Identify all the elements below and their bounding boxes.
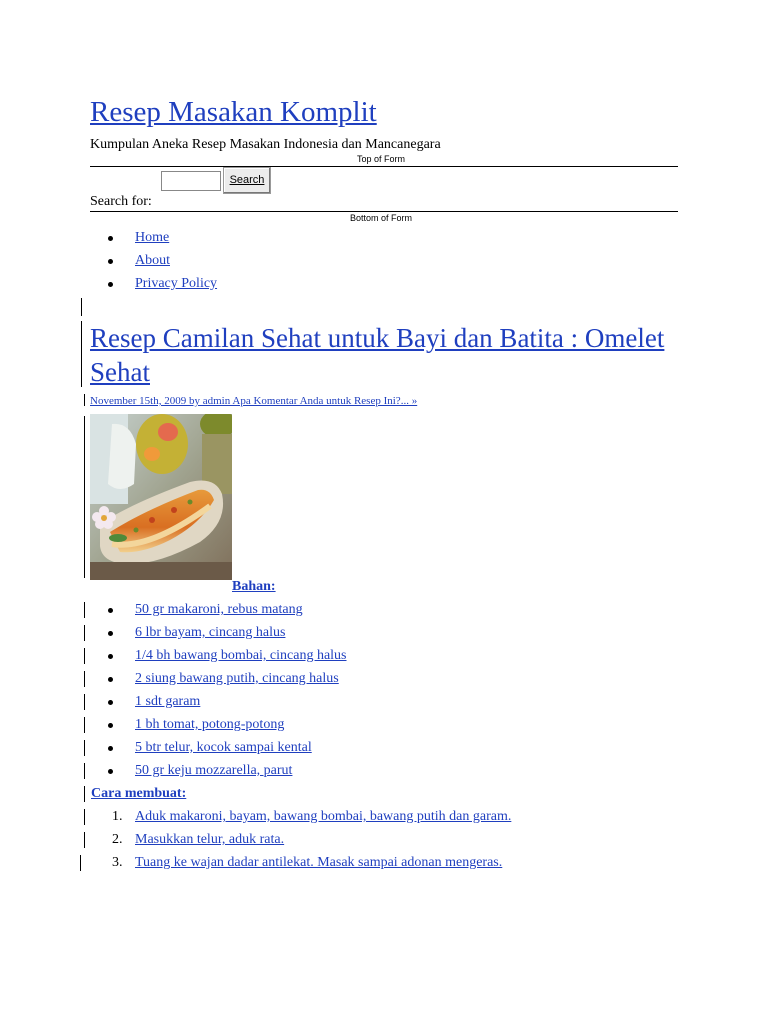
text-cursor-mark — [84, 602, 85, 618]
bullet-icon — [108, 608, 113, 613]
bullet-icon — [108, 259, 113, 264]
post-title-link[interactable]: Resep Camilan Sehat untuk Bayi dan Batita : Omelet Sehat — [90, 323, 665, 387]
step-link[interactable]: Tuang ke wajan dadar antilekat. Masak sampai adonan mengeras. — [135, 855, 503, 870]
text-cursor-mark — [84, 671, 85, 687]
bullet-icon — [108, 236, 113, 241]
text-cursor-mark — [84, 625, 85, 641]
bullet-icon — [108, 700, 113, 705]
form-top-divider — [90, 166, 678, 167]
bullet-icon — [108, 677, 113, 682]
bullet-icon — [108, 631, 113, 636]
text-cursor-mark — [84, 763, 85, 779]
ingredient-link[interactable]: 1 sdt garam — [135, 694, 201, 709]
search-label: Search for: — [90, 194, 152, 209]
nav-link-home[interactable]: Home — [135, 230, 170, 245]
form-bottom-divider — [90, 211, 678, 212]
site-tagline: Kumpulan Aneka Resep Masakan Indonesia dan Mancanegara — [90, 137, 441, 152]
ingredients-heading: Bahan: — [232, 579, 276, 594]
ingredient-link[interactable]: 50 gr makaroni, rebus matang — [135, 602, 303, 617]
step-link[interactable]: Aduk makaroni, bayam, bawang bombai, bawang putih dan garam. — [135, 809, 512, 824]
search-button-label: Search — [229, 174, 265, 186]
ingredient-link[interactable]: 5 btr telur, kocok sampai kental — [135, 740, 312, 755]
ingredient-link[interactable]: 1/4 bh bawang bombai, cincang halus — [135, 648, 347, 663]
ingredient-link[interactable]: 2 siung bawang putih, cincang halus — [135, 671, 339, 686]
text-cursor-mark — [84, 786, 85, 802]
search-button[interactable] — [223, 167, 271, 194]
search-input[interactable] — [161, 171, 221, 191]
text-cursor-mark — [81, 298, 82, 316]
omelet-photo — [90, 414, 232, 580]
site-title-link[interactable]: Resep Masakan Komplit — [90, 96, 377, 128]
ingredient-link[interactable]: 50 gr keju mozzarella, parut — [135, 763, 293, 778]
bullet-icon — [108, 654, 113, 659]
post-meta — [90, 395, 417, 408]
bullet-icon — [108, 723, 113, 728]
text-cursor-mark — [84, 740, 85, 756]
bullet-icon — [108, 746, 113, 751]
text-cursor-mark — [84, 809, 85, 825]
step-number: 1. — [112, 809, 123, 824]
text-cursor-mark — [84, 832, 85, 848]
ingredient-link[interactable]: 6 lbr bayam, cincang halus — [135, 625, 286, 640]
text-cursor-mark — [84, 648, 85, 664]
post-meta-link[interactable]: November 15th, 2009 by admin Apa Komentar Anda untuk Resep Ini?... » — [90, 395, 418, 407]
step-number: 2. — [112, 832, 123, 847]
step-link[interactable]: Masukkan telur, aduk rata. — [135, 832, 285, 847]
text-cursor-mark — [84, 717, 85, 733]
text-cursor-mark — [80, 855, 81, 871]
text-cursor-mark — [84, 416, 85, 578]
nav-link-privacy-policy[interactable]: Privacy Policy — [135, 276, 218, 291]
form-bottom-label: Bottom of Form — [350, 213, 413, 223]
step-number: 3. — [112, 855, 123, 870]
bullet-icon — [108, 282, 113, 287]
text-cursor-mark — [81, 321, 82, 387]
text-cursor-mark — [84, 694, 85, 710]
bullet-icon — [108, 769, 113, 774]
nav-link-about[interactable]: About — [135, 253, 170, 268]
ingredient-link[interactable]: 1 bh tomat, potong-potong — [135, 717, 285, 732]
omelet-photo-art — [90, 414, 232, 580]
text-cursor-mark — [84, 394, 85, 406]
form-top-label: Top of Form — [357, 154, 406, 164]
method-heading: Cara membuat: — [91, 786, 187, 801]
